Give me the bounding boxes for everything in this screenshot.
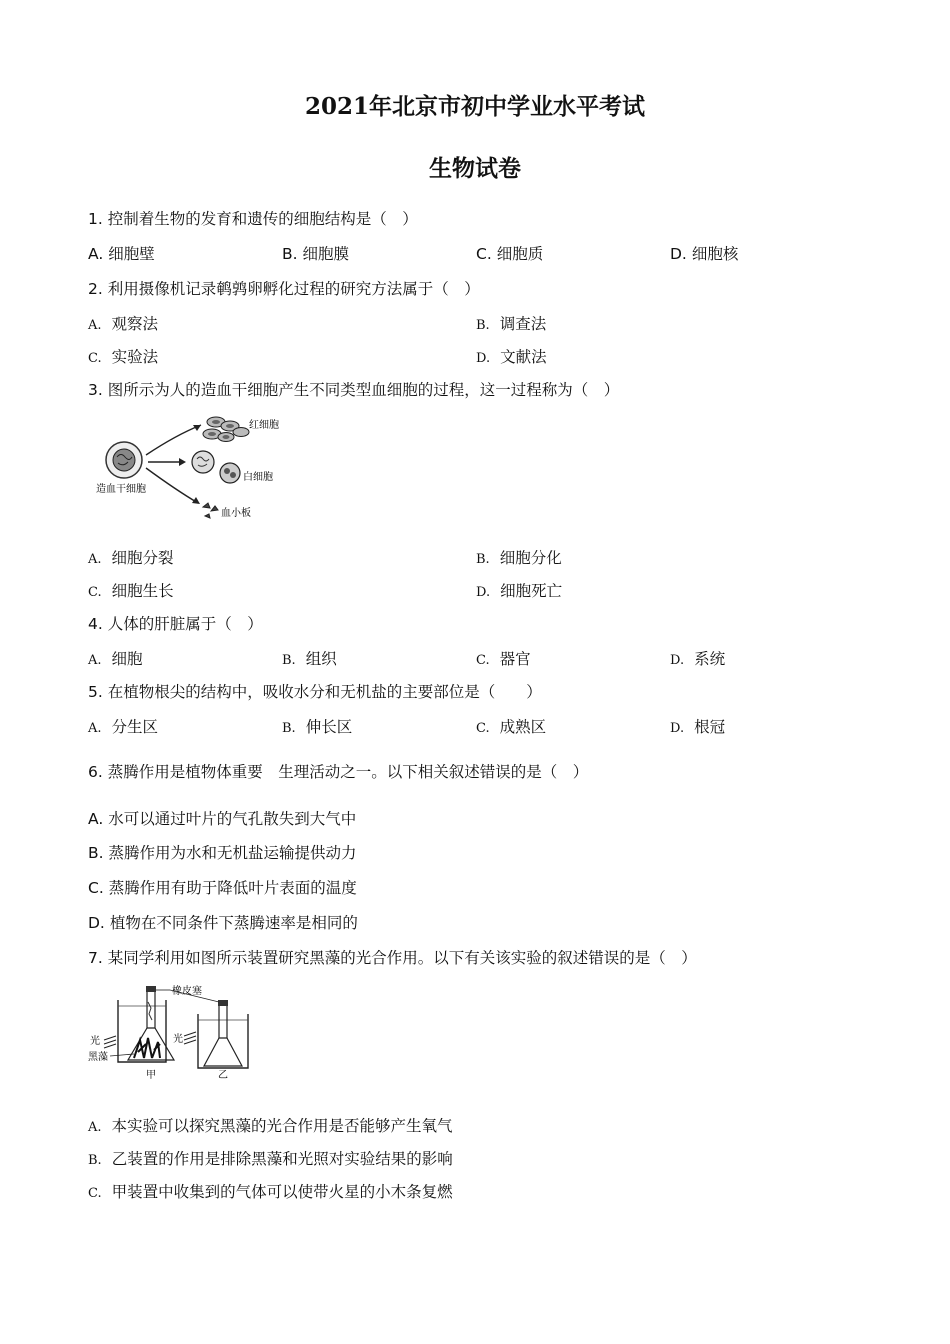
option-letter: D. <box>476 585 491 600</box>
question-6 <box>88 760 588 782</box>
option-letter: C. <box>476 721 490 736</box>
option-letter: B. <box>88 1153 102 1168</box>
question-text: 图所示为人的造血干细胞产生不同类型血细胞的过程，这一过程称为（ ） <box>107 381 620 399</box>
option-text: 细胞分裂 <box>111 549 174 567</box>
question-number: 4. <box>88 615 103 633</box>
option-text: 蒸腾作用有助于降低叶片表面的温度 <box>108 879 357 897</box>
q5-option-d[interactable] <box>670 715 725 737</box>
option-text: 本实验可以探究黑藻的光合作用是否能够产生氧气 <box>111 1117 453 1135</box>
exam-title: 2021年北京市初中学业水平考试 <box>304 93 645 120</box>
q2-option-d[interactable] <box>476 345 547 367</box>
option-text: 根冠 <box>694 718 726 736</box>
option-text: 植物在不同条件下蒸腾速率是相同的 <box>109 914 358 932</box>
question-text: 某同学利用如图所示装置研究黑藻的光合作用。以下有关该实验的叙述错误的是（ ） <box>107 949 697 967</box>
q1-option-c[interactable] <box>476 242 543 264</box>
option-text: 分生区 <box>111 718 159 736</box>
option-text: 系统 <box>694 650 726 668</box>
blood-cell-differentiation-figure <box>86 410 296 525</box>
option-text: 伸长区 <box>305 718 353 736</box>
option-text: 细胞核 <box>691 245 739 263</box>
q2-option-a[interactable] <box>88 312 158 334</box>
option-text: 成熟区 <box>499 718 547 736</box>
q4-option-d[interactable] <box>670 647 725 669</box>
option-letter: B. <box>88 844 104 862</box>
option-letter: B. <box>476 552 490 567</box>
light-label-yi: 光 <box>173 1034 183 1045</box>
option-letter: A. <box>88 552 102 567</box>
q6-option-d[interactable] <box>88 911 358 933</box>
option-text: 实验法 <box>111 348 159 366</box>
option-text: 器官 <box>499 650 531 668</box>
option-letter: D. <box>670 721 685 736</box>
white-cell-label: 白细胞 <box>243 472 273 483</box>
q3-option-c[interactable] <box>88 579 174 601</box>
question-number: 1. <box>88 210 103 228</box>
stopper-label: 橡皮塞 <box>172 986 202 997</box>
option-text: 文献法 <box>500 348 547 366</box>
option-text: 细胞壁 <box>108 245 155 263</box>
option-text: 观察法 <box>111 315 159 333</box>
option-text: 细胞死亡 <box>500 582 563 600</box>
option-letter: A. <box>88 318 102 333</box>
q3-option-d[interactable] <box>476 579 562 601</box>
q7-option-c[interactable] <box>88 1180 453 1202</box>
q2-option-c[interactable] <box>88 345 158 367</box>
option-letter: B. <box>282 721 296 736</box>
option-text: 细胞膜 <box>302 245 350 263</box>
q3-option-a[interactable] <box>88 546 174 568</box>
question-number: 5. <box>88 683 103 701</box>
option-letter: C. <box>88 879 104 897</box>
q6-option-a[interactable] <box>88 807 356 829</box>
question-number: 6. <box>88 763 103 781</box>
question-7 <box>88 946 697 968</box>
option-text: 细胞 <box>111 650 143 668</box>
photosynthesis-apparatus-figure <box>88 982 268 1082</box>
option-letter: B. <box>282 245 298 263</box>
option-letter: B. <box>282 653 296 668</box>
q7-option-b[interactable] <box>88 1147 453 1169</box>
option-letter: B. <box>476 318 490 333</box>
option-letter: A. <box>88 245 104 263</box>
exam-subtitle: 生物试卷 <box>429 155 521 182</box>
option-text: 蒸腾作用为水和无机盐运输提供动力 <box>108 844 357 862</box>
q4-option-b[interactable] <box>282 647 337 669</box>
option-text: 细胞生长 <box>111 582 174 600</box>
question-number: 2. <box>88 280 103 298</box>
option-letter: C. <box>88 351 102 366</box>
q7-option-a[interactable] <box>88 1114 453 1136</box>
question-text: 蒸腾作用是植物体重要 生理活动之一。以下相关叙述错误的是（ ） <box>107 763 589 781</box>
algae-label: 黑藻 <box>88 1052 108 1063</box>
red-cell-label: 红细胞 <box>249 420 279 431</box>
question-text: 在植物根尖的结构中，吸收水分和无机盐的主要部位是（ ） <box>107 683 542 701</box>
question-5 <box>88 680 542 702</box>
q1-option-b[interactable] <box>282 242 349 264</box>
option-letter: D. <box>476 351 491 366</box>
option-text: 细胞质 <box>496 245 544 263</box>
platelet-label: 血小板 <box>221 508 251 519</box>
q2-option-b[interactable] <box>476 312 546 334</box>
q5-option-a[interactable] <box>88 715 158 737</box>
question-text: 控制着生物的发育和遗传的细胞结构是（ ） <box>107 210 418 228</box>
q1-option-a[interactable] <box>88 242 155 264</box>
question-number: 3. <box>88 381 103 399</box>
light-label-jia: 光 <box>90 1036 100 1047</box>
option-letter: A. <box>88 653 102 668</box>
option-text: 水可以通过叶片的气孔散失到大气中 <box>108 810 357 828</box>
option-letter: C. <box>476 653 490 668</box>
q6-option-c[interactable] <box>88 876 357 898</box>
apparatus-jia-label: 甲 <box>146 1070 156 1081</box>
question-text: 人体的肝脏属于（ ） <box>107 615 263 633</box>
question-4 <box>88 612 263 634</box>
q5-option-c[interactable] <box>476 715 546 737</box>
option-letter: D. <box>670 653 685 668</box>
question-1 <box>88 207 418 229</box>
option-letter: C. <box>88 585 102 600</box>
q1-option-d[interactable] <box>670 242 738 264</box>
option-text: 组织 <box>305 650 337 668</box>
q4-option-a[interactable] <box>88 647 143 669</box>
option-text: 甲装置中收集到的气体可以使带火星的小木条复燃 <box>111 1183 453 1201</box>
option-letter: A. <box>88 810 104 828</box>
option-text: 细胞分化 <box>499 549 562 567</box>
option-letter: A. <box>88 1120 102 1135</box>
q6-option-b[interactable] <box>88 841 357 863</box>
option-text: 乙装置的作用是排除黑藻和光照对实验结果的影响 <box>111 1150 453 1168</box>
option-letter: C. <box>88 1186 102 1201</box>
question-3 <box>88 378 619 400</box>
q4-option-c[interactable] <box>476 647 531 669</box>
stem-cell-label: 造血干细胞 <box>96 484 146 495</box>
option-text: 调查法 <box>499 315 547 333</box>
apparatus-yi-label: 乙 <box>218 1070 228 1081</box>
q3-option-b[interactable] <box>476 546 562 568</box>
question-2 <box>88 277 480 299</box>
option-letter: A. <box>88 721 102 736</box>
q5-option-b[interactable] <box>282 715 352 737</box>
option-letter: D. <box>670 245 687 263</box>
question-number: 7. <box>88 949 103 967</box>
option-letter: C. <box>476 245 492 263</box>
option-letter: D. <box>88 914 105 932</box>
question-text: 利用摄像机记录鹌鹑卵孵化过程的研究方法属于（ ） <box>107 280 480 298</box>
